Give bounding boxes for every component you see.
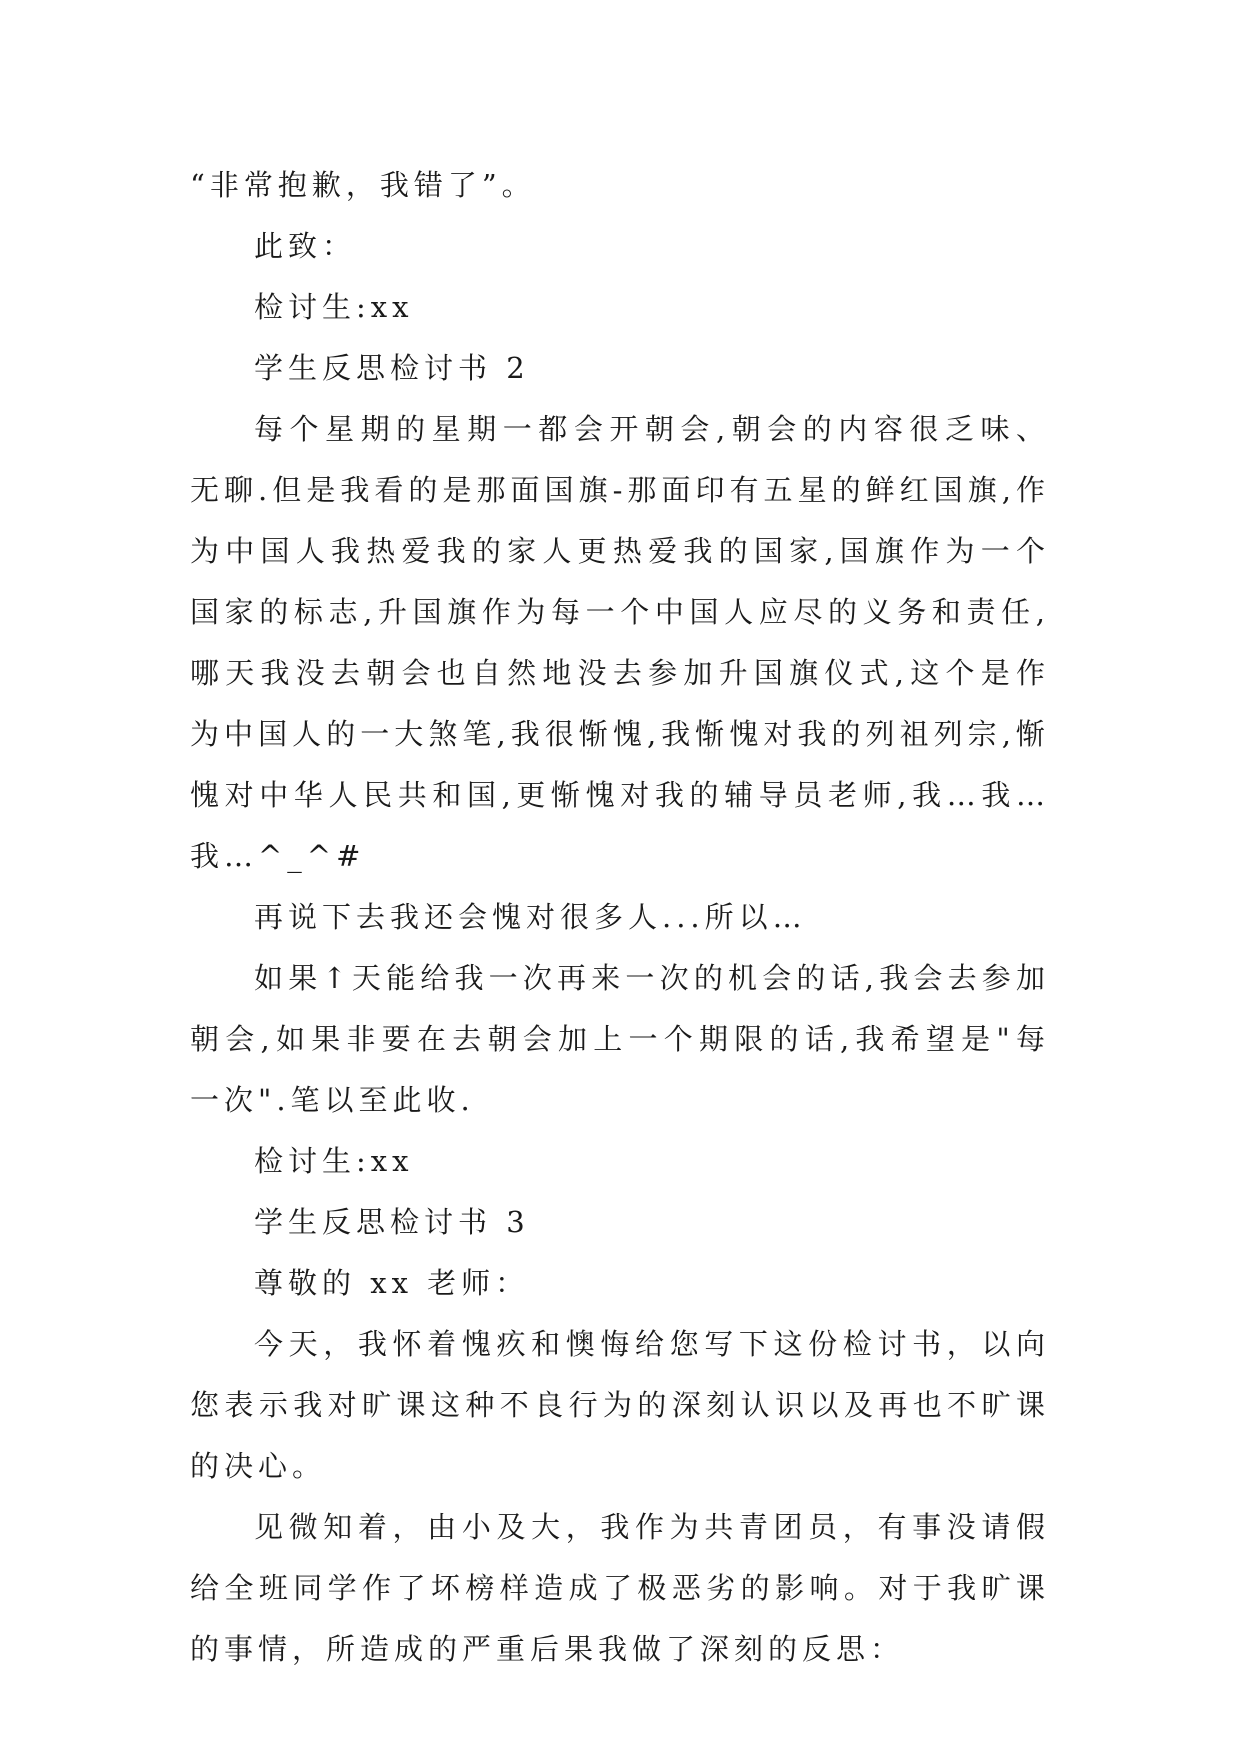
document-body xyxy=(190,155,1050,1680)
section-heading-2: 学生反思检讨书 2 xyxy=(254,351,530,385)
paragraph-apology: “非常抱歉，我错了”。 xyxy=(190,168,536,202)
section-heading-3: 学生反思检讨书 3 xyxy=(254,1205,530,1239)
paragraph-reflection: 见微知着，由小及大，我作为共青团员，有事没请假给全班同学作了坏榜样造成了极恶劣的影响。对于我旷课的事情，所造成的严重后果我做了深刻的反思： xyxy=(190,1510,1050,1666)
paragraph-salutation: 尊敬的 xx 老师： xyxy=(254,1266,530,1300)
paragraph-intro: 今天，我怀着愧疚和懊悔给您写下这份检讨书，以向您表示我对旷课这种不良行为的深刻认识以及再也不旷课的决心。 xyxy=(190,1327,1050,1483)
paragraph-flag-ceremony: 每个星期的星期一都会开朝会,朝会的内容很乏味、无聊.但是我看的是那面国旗-那面印有五星的鲜红国旗,作为中国人我热爱我的家人更热爱我的国家,国旗作为一个国家的标志,升国旗作为每一个中国人应尽的义务和责任,哪天我没去朝会也自然地没去参加升国旗仪式,这个是作为中国人的一大煞笔,我很惭愧,我惭愧对我的列祖列宗,惭愧对中华人民共和国,更惭愧对我的辅导员老师,我…我…我…^_^# xyxy=(190,412,1050,873)
paragraph-continue: 再说下去我还会愧对很多人...所以… xyxy=(254,900,807,934)
paragraph-signature-2: 检讨生:xx xyxy=(254,1144,414,1178)
paragraph-closing: 此致： xyxy=(254,229,357,263)
paragraph-promise: 如果↑天能给我一次再来一次的机会的话,我会去参加朝会,如果非要在去朝会加上一个期限的话,我希望是"每一次".笔以至此收. xyxy=(190,961,1050,1117)
paragraph-signature-1: 检讨生:xx xyxy=(254,290,414,324)
